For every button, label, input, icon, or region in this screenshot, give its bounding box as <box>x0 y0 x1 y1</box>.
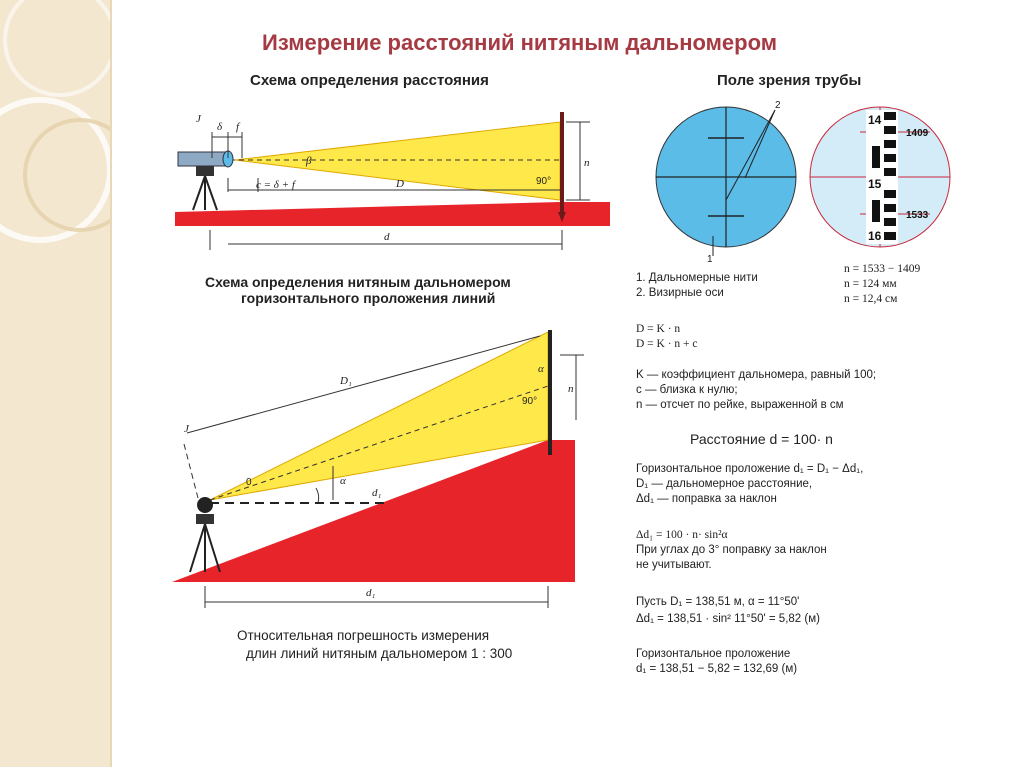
def-n: n — отсчет по рейке, выраженной в см <box>636 399 844 411</box>
correction-formula: Δd₁ = 100 · n· sin²α <box>636 529 728 541</box>
n-calc-line2: n = 124 мм <box>844 278 897 290</box>
label-beta: β <box>306 155 312 167</box>
label-d: d <box>384 231 390 243</box>
def-k: K — коэффициент дальномера, равный 100; <box>636 369 877 381</box>
formula-2: D = K · n + c <box>636 338 698 350</box>
scheme1-ground <box>175 202 610 226</box>
distance-formula: Расстояние d = 100· n <box>690 431 833 447</box>
label-c: c = δ + f <box>256 179 295 191</box>
page-title: Измерение расстояний нитяным дальномером <box>262 30 778 55</box>
label-alpha: α <box>340 475 346 487</box>
reading-top: 1409 <box>906 128 929 139</box>
note-line2: не учитывают. <box>636 559 712 571</box>
horiz-line1: Горизонтальное проложение d₁ = D₁ − Δd₁, <box>636 463 864 475</box>
legend-line1: 1. Дальномерные нити <box>636 272 758 284</box>
horiz-line2: D₁ — дальномерное расстояние, <box>636 478 813 490</box>
label-d1-bottom: d₁ <box>366 587 376 599</box>
scheme2-diagram <box>172 330 584 608</box>
result-line2: d₁ = 138,51 − 5,82 = 132,69 (м) <box>636 663 798 675</box>
label-J: J <box>196 113 201 125</box>
label-O: 0 <box>246 477 252 488</box>
label-f: f <box>236 121 240 133</box>
label-n2: n <box>568 383 574 395</box>
label-alpha2: α <box>538 363 544 375</box>
error-note-line1: Относительная погрешность измерения <box>237 628 490 643</box>
label-delta: δ <box>217 121 223 133</box>
example-line1: Пусть D₁ = 138,51 м, α = 11°50' <box>636 596 800 608</box>
note-line1: При углах до 3° поправку за наклон <box>636 544 827 556</box>
reading-bottom: 1533 <box>906 210 929 221</box>
scheme1-instrument <box>178 151 233 210</box>
horiz-line3: Δd₁ — поправка за наклон <box>636 493 777 505</box>
rod-number-14: 14 <box>868 113 882 127</box>
label-1: 1 <box>707 254 713 265</box>
rod-number-15: 15 <box>868 177 882 191</box>
label-n: n <box>584 157 590 169</box>
n-calc-line3: n = 12,4 см <box>844 293 898 305</box>
example-line2: Δd₁ = 138,51 · sin² 11°50' = 5,82 (м) <box>636 613 820 625</box>
label-D: D <box>396 178 404 190</box>
rod-number-16: 16 <box>868 229 882 243</box>
error-note-line2: длин линий нитяным дальномером 1 : 300 <box>246 646 513 661</box>
label-D1: D₁ <box>340 375 352 387</box>
field-of-view-diagram <box>656 100 950 265</box>
scheme2-heading-line1: Схема определения нитяным дальномером <box>205 274 511 290</box>
label-90: 90° <box>536 176 552 187</box>
scheme1-heading: Схема определения расстояния <box>250 72 489 89</box>
label-J2: J <box>184 423 189 435</box>
formula-1: D = K · n <box>636 323 681 335</box>
field-of-view-heading: Поле зрения трубы <box>717 72 862 89</box>
label-90-2: 90° <box>522 396 538 407</box>
legend-line2: 2. Визирные оси <box>636 287 724 299</box>
scheme2-instrument <box>190 497 220 572</box>
label-d1-inner: d₁ <box>372 487 382 499</box>
n-calc-line1: n = 1533 − 1409 <box>844 263 921 275</box>
scheme1-diagram <box>175 112 610 250</box>
label-2: 2 <box>775 100 781 111</box>
result-line1: Горизонтальное проложение <box>636 648 791 660</box>
def-c: c — близка к нулю; <box>636 384 738 396</box>
scheme2-heading-line2: горизонтального проложения линий <box>241 290 496 306</box>
